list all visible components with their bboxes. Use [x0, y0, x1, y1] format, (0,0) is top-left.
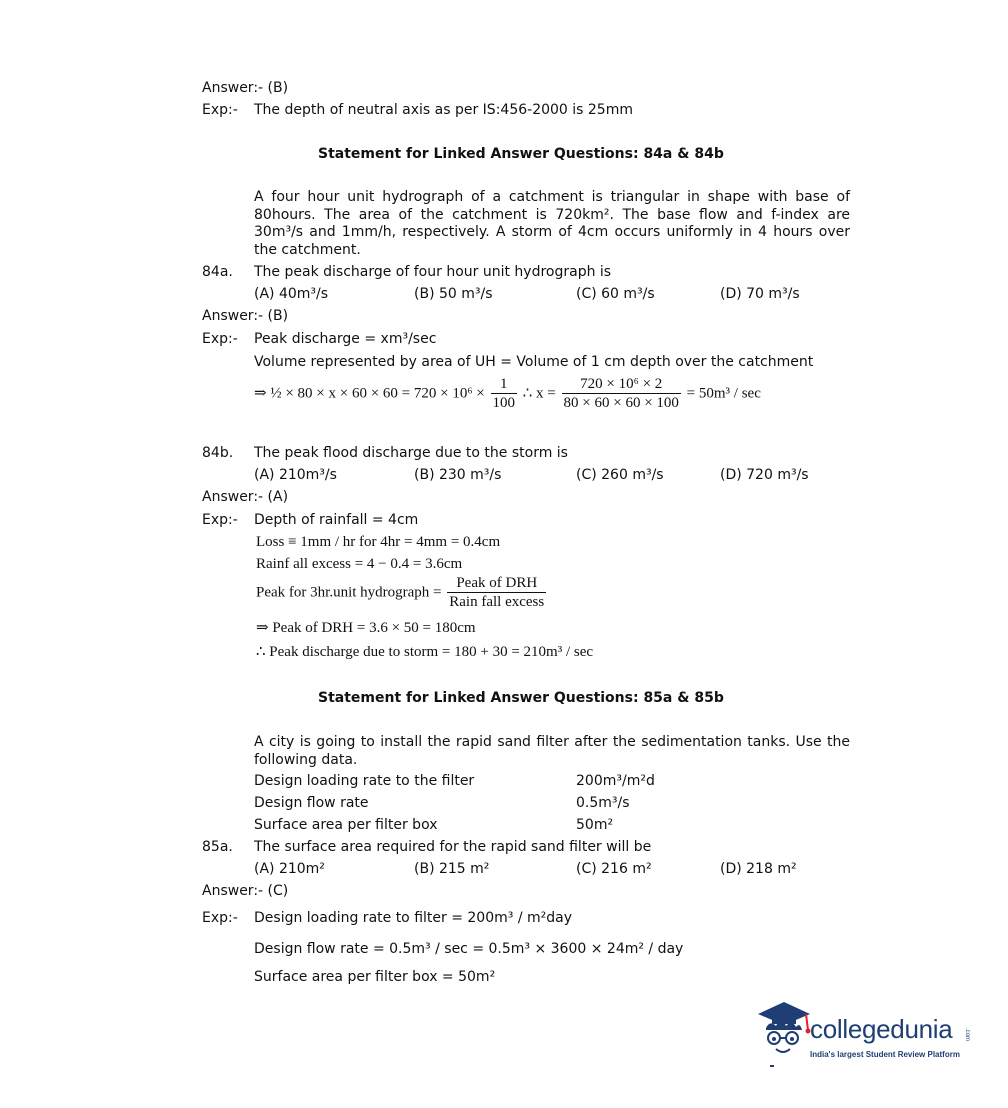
- therefore-x: ∴ x =: [522, 385, 556, 402]
- answer-83: Answer:- (B): [202, 80, 289, 96]
- option-c-84a: (C) 60 m³/s: [576, 286, 655, 302]
- fraction-1-over-100: [491, 376, 518, 412]
- option-b-84a: (B) 50 m³/s: [414, 286, 493, 302]
- option-d-85a: (D) 218 m²: [720, 861, 797, 877]
- logo-tagline: India's largest Student Review Platform: [810, 1050, 960, 1059]
- explanation-84b-line6: ∴ Peak discharge due to storm = 180 + 30 = 210m³ / sec: [256, 644, 594, 660]
- logo-wordmark: collegedunia: [810, 1014, 953, 1044]
- question-84a: The peak discharge of four hour unit hydrograph is: [254, 264, 612, 280]
- fraction-peak: [447, 575, 546, 611]
- question-number-85a: 85a.: [202, 839, 233, 855]
- numerator: 720 × 10⁶ × 2: [562, 376, 681, 394]
- statement-84: A four hour unit hydrograph of a catchment is triangular in shape with base of 80hours. The area of the catchment is 720km². The base flow and f-index are 30m³/s and 1mm/h, respectively. A storm of 4cm occurs uniformly in 4 hours over the catchment.: [254, 189, 850, 258]
- equation-84a: [254, 376, 761, 412]
- data-value-loading-rate: 200m³/m²d: [576, 773, 655, 789]
- option-b-85a: (B) 215 m²: [414, 861, 490, 877]
- data-value-surface-area: 50m²: [576, 817, 614, 833]
- option-b-84b: (B) 230 m³/s: [414, 467, 502, 483]
- explanation-84a-line2: Volume represented by area of UH = Volume of 1 cm depth over the catchment: [254, 354, 814, 370]
- option-d-84b: (D) 720 m³/s: [720, 467, 809, 483]
- question-number-84a: 84a.: [202, 264, 233, 280]
- numerator: Peak of DRH: [447, 575, 546, 593]
- option-c-84b: (C) 260 m³/s: [576, 467, 664, 483]
- collegedunia-logo[interactable]: [752, 994, 982, 1074]
- data-label-surface-area: Surface area per filter box: [254, 817, 438, 833]
- numerator: 1: [491, 376, 518, 394]
- explanation-84b-line1: Depth of rainfall = 4cm: [254, 512, 419, 528]
- mascot-icon: [752, 994, 812, 1072]
- equation-lhs: Peak for 3hr.unit hydrograph =: [256, 584, 442, 601]
- equation-result: = 50m³ / sec: [686, 385, 761, 402]
- answer-85a: Answer:- (C): [202, 883, 289, 899]
- explanation-84b-line3: Rainf all excess = 4 − 0.4 = 3.6cm: [256, 556, 463, 572]
- equation-lhs: ⇒ ½ × 80 × x × 60 × 60 = 720 × 10⁶ ×: [254, 385, 485, 402]
- explanation-84b-line2: Loss ≡ 1mm / hr for 4hr = 4mm = 0.4cm: [256, 534, 501, 550]
- logo-suffix: .com: [964, 1028, 970, 1042]
- explanation-85a-line2: Design flow rate = 0.5m³ / sec = 0.5m³ × 3600 × 24m² / day: [254, 941, 684, 957]
- denominator: Rain fall excess: [449, 594, 545, 610]
- explanation-85a-line1: Design loading rate to filter = 200m³ / m²day: [254, 910, 572, 926]
- denominator: 80 × 60 × 60 × 100: [563, 395, 679, 411]
- data-value-flow-rate: 0.5m³/s: [576, 795, 630, 811]
- equation-84b-peak: [256, 575, 548, 611]
- exp-label: Exp:-: [202, 910, 238, 926]
- question-number-84b: 84b.: [202, 445, 234, 461]
- section-heading-85: Statement for Linked Answer Questions: 85a & 85b: [318, 690, 724, 706]
- exp-label: Exp:-: [202, 102, 238, 118]
- answer-84b: Answer:- (A): [202, 489, 289, 505]
- explanation-84a-line1: Peak discharge = xm³/sec: [254, 331, 437, 347]
- question-85a: The surface area required for the rapid sand filter will be: [254, 839, 652, 855]
- option-a-84b: (A) 210m³/s: [254, 467, 337, 483]
- fraction-x: [562, 376, 681, 412]
- answer-84a: Answer:- (B): [202, 308, 289, 324]
- option-a-85a: (A) 210m²: [254, 861, 325, 877]
- question-84b: The peak flood discharge due to the storm is: [254, 445, 568, 461]
- explanation-84b-line5: ⇒ Peak of DRH = 3.6 × 50 = 180cm: [256, 620, 476, 636]
- data-label-loading-rate: Design loading rate to the filter: [254, 773, 475, 789]
- explanation-83: The depth of neutral axis as per IS:456-2000 is 25mm: [254, 102, 633, 118]
- section-heading-84: Statement for Linked Answer Questions: 84a & 84b: [318, 146, 724, 162]
- denominator: 100: [492, 395, 516, 411]
- option-a-84a: (A) 40m³/s: [254, 286, 329, 302]
- exp-label: Exp:-: [202, 512, 238, 528]
- data-label-flow-rate: Design flow rate: [254, 795, 369, 811]
- option-d-84a: (D) 70 m³/s: [720, 286, 800, 302]
- explanation-85a-line3: Surface area per filter box = 50m²: [254, 969, 496, 985]
- exp-label: Exp:-: [202, 331, 238, 347]
- statement-85: A city is going to install the rapid sand filter after the sedimentation tanks. Use the following data.: [254, 734, 850, 768]
- option-c-85a: (C) 216 m²: [576, 861, 652, 877]
